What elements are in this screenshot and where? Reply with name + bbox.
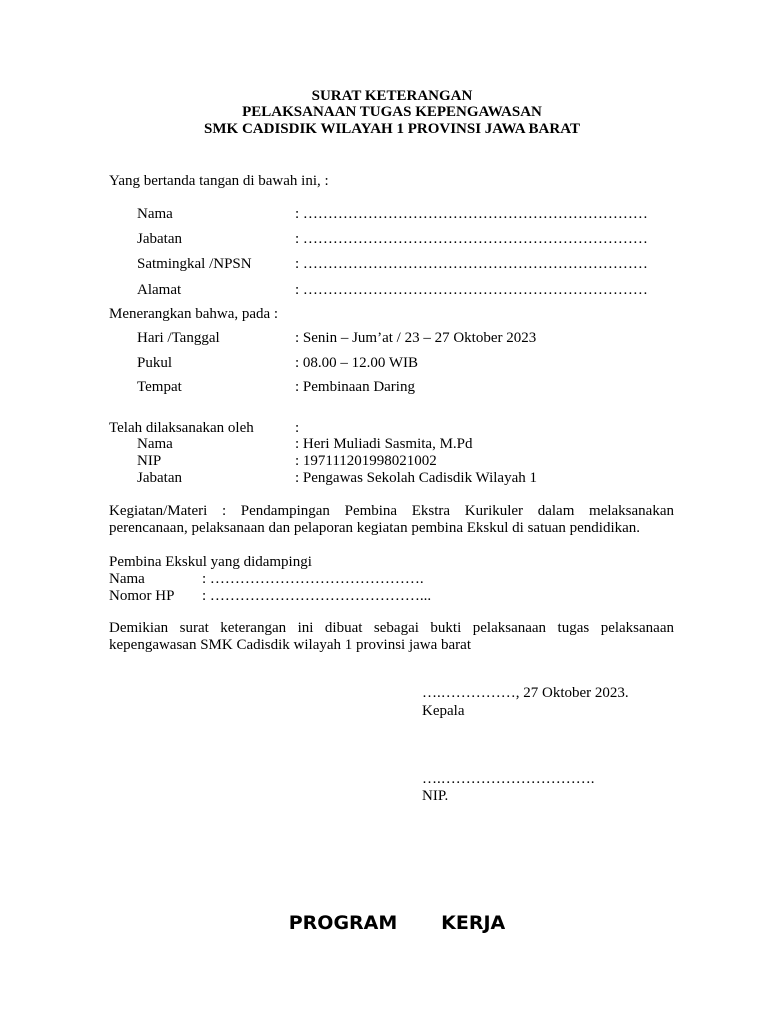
doc-title-line2: PELAKSANAAN TUGAS KEPENGAWASAN bbox=[242, 104, 542, 120]
activity-paragraph: Kegiatan/Materi : Pendampingan Pembina Ekstra Kurikuler dalam melaksanakan perencanaan, pelaksanaan dan pelaporan kegiatan pembina Ekskul di satuan pendidikan. bbox=[109, 503, 674, 536]
schedule-time-label: Pukul bbox=[137, 355, 173, 371]
executor-name-label: Nama bbox=[137, 436, 173, 452]
mentored-phone-value: : ……………………………………... bbox=[202, 588, 432, 604]
doc-title-line3: SMK CADISDIK WILAYAH 1 PROVINSI JAWA BARAT bbox=[204, 121, 580, 137]
closing-paragraph: Demikian surat keterangan ini dibuat sebagai bukti pelaksanaan tugas pelaksanaan kepengawasan SMK Cadisdik wilayah 1 provinsi jawa barat bbox=[109, 620, 674, 653]
signer-position-value: : …………………………………………………………… bbox=[295, 231, 648, 247]
executor-position-label: Jabatan bbox=[137, 470, 182, 486]
mentored-name-label: Nama bbox=[109, 571, 145, 587]
signer-address-label: Alamat bbox=[137, 282, 182, 298]
mentored-name-value: : ……………………………………. bbox=[202, 571, 424, 587]
signature-place-date: ….……………, 27 Oktober 2023. bbox=[422, 685, 629, 701]
schedule-date-label: Hari /Tanggal bbox=[137, 330, 220, 346]
signer-name-value: : …………………………………………………………… bbox=[295, 206, 648, 222]
doc-title-line1: SURAT KETERANGAN bbox=[311, 88, 473, 104]
executor-name-value: : Heri Muliadi Sasmita, M.Pd bbox=[295, 436, 473, 452]
signature-nip-label: NIP. bbox=[422, 788, 449, 804]
mentored-heading: Pembina Ekskul yang didampingi bbox=[109, 554, 312, 570]
executor-heading: Telah dilaksanakan oleh bbox=[109, 420, 254, 436]
signature-position: Kepala bbox=[422, 703, 465, 719]
mentored-phone-label: Nomor HP bbox=[109, 588, 175, 604]
next-page-title: PROGRAM KERJA bbox=[288, 912, 506, 934]
schedule-time-value: : 08.00 – 12.00 WIB bbox=[295, 355, 419, 371]
schedule-place-label: Tempat bbox=[137, 379, 182, 395]
schedule-place-value: : Pembinaan Daring bbox=[295, 379, 415, 395]
executor-nip-value: : 197111201998021002 bbox=[295, 453, 437, 469]
executor-nip-label: NIP bbox=[137, 453, 162, 469]
signature-name-line: ….…………………………. bbox=[422, 771, 595, 787]
executor-position-value: : Pengawas Sekolah Cadisdik Wilayah 1 bbox=[295, 470, 537, 486]
signer-npsn-value: : …………………………………………………………… bbox=[295, 256, 648, 272]
signer-address-value: : …………………………………………………………… bbox=[295, 282, 648, 298]
signer-npsn-label: Satmingkal /NPSN bbox=[137, 256, 252, 272]
signer-position-label: Jabatan bbox=[137, 231, 182, 247]
signer-name-label: Nama bbox=[137, 206, 173, 222]
executor-colon: : bbox=[295, 420, 300, 436]
schedule-date-value: : Senin – Jum’at / 23 – 27 Oktober 2023 bbox=[295, 330, 537, 346]
statement-text: Menerangkan bahwa, pada : bbox=[109, 306, 279, 322]
intro-text: Yang bertanda tangan di bawah ini, : bbox=[109, 173, 329, 189]
